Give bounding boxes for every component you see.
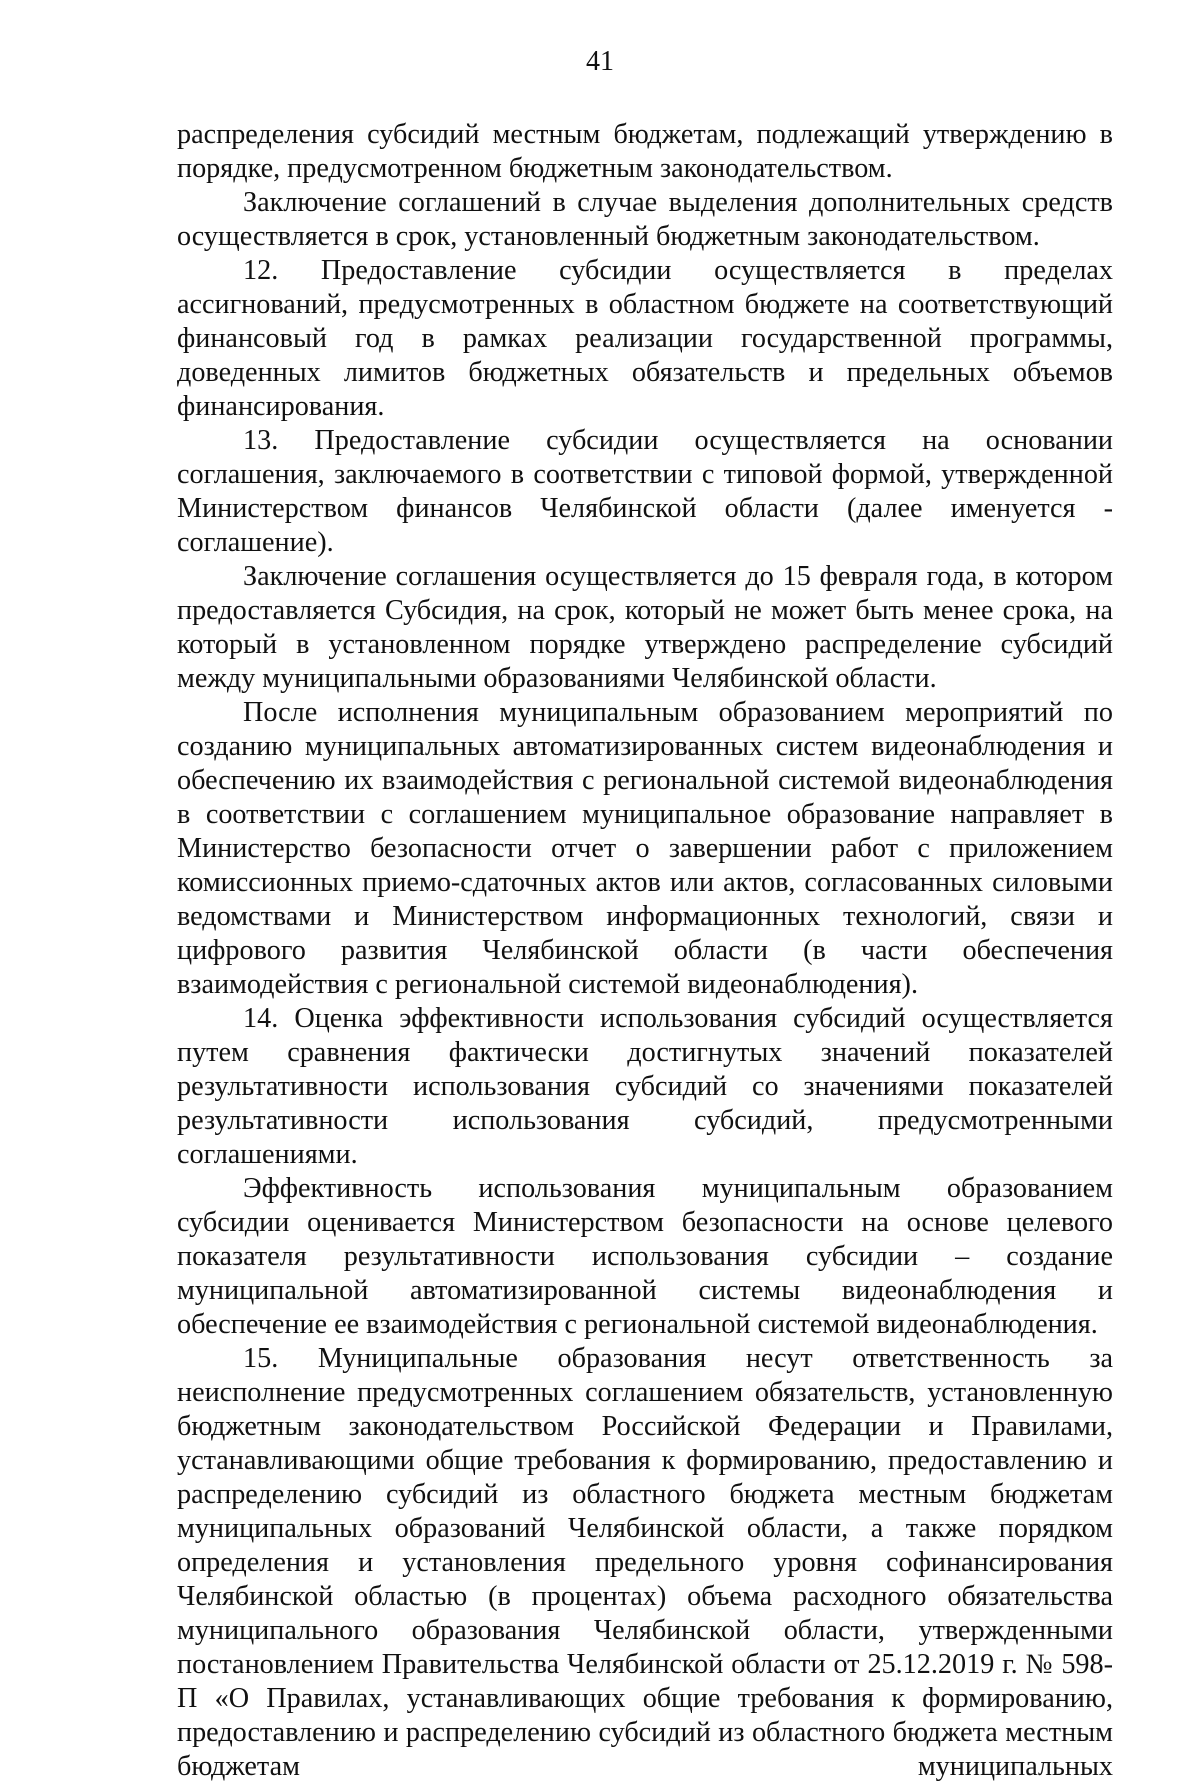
paragraph-section-15: 15. Муниципальные образования несут ответственность за неисполнение предусмотренных соглашением обязательств, установленную бюджетным законодательством Российской Федерации и Правилами, устанавливающими общие требования к формированию, предоставлению и распределению субсидий из областного бюджета местным бюджетам муниципальных образований Челябинской области, а также порядком определения и установления предельного уровня софинансирования Челябинской областью (в процентах) объема расходного обязательства муниципального образования Челябинской области, утвержденными постановлением Правительства Челябинской области от 25.12.2019 г. № 598-П «О Правилах, устанавливающих общие требования к формированию, предоставлению и распределению субсидий из областного бюджета местным бюджетам муниципальных — [177, 1343, 1113, 1782]
paragraph-section-12: 12. Предоставление субсидии осуществляется в пределах ассигнований, предусмотренных в областном бюджете на соответствующий финансовый год в рамках реализации государственной программы, доведенных лимитов бюджетных обязательств и предельных объемов финансирования. — [177, 255, 1113, 422]
document-body — [177, 118, 1113, 1784]
paragraph-section-13: 13. Предоставление субсидии осуществляется на основании соглашения, заключаемого в соответствии с типовой формой, утвержденной Министерством финансов Челябинской области (далее именуется - соглашение). — [177, 425, 1113, 558]
paragraph: распределения субсидий местным бюджетам, подлежащий утверждению в порядке, предусмотренном бюджетным законодательством. — [177, 119, 1113, 184]
paragraph: Заключение соглашения осуществляется до 15 февраля года, в котором предоставляется Субсидия, на срок, который не может быть менее срока, на который в установленном порядке утверждено распределение субсидий между муниципальными образованиями Челябинской области. — [177, 561, 1113, 694]
paragraph: Эффективность использования муниципальным образованием субсидии оценивается Министерством безопасности на основе целевого показателя результативности использования субсидии – создание муниципальной автоматизированной системы видеонаблюдения и обеспечение ее взаимодействия с региональной системой видеонаблюдения. — [177, 1173, 1113, 1340]
paragraph: Заключение соглашений в случае выделения дополнительных средств осуществляется в срок, установленный бюджетным законодательством. — [177, 187, 1113, 252]
page-number: 41 — [586, 46, 614, 77]
paragraph: После исполнения муниципальным образованием мероприятий по созданию муниципальных автоматизированных систем видеонаблюдения и обеспечению их взаимодействия с региональной системой видеонаблюдения в соответствии с соглашением муниципальное образование направляет в Министерство безопасности отчет о завершении работ с приложением комиссионных приемо-сдаточных актов или актов, согласованных силовыми ведомствами и Министерством информационных технологий, связи и цифрового развития Челябинской области (в части обеспечения взаимодействия с региональной системой видеонаблюдения). — [177, 697, 1113, 1000]
paragraph-section-14: 14. Оценка эффективности использования субсидий осуществляется путем сравнения фактически достигнутых значений показателей результативности использования субсидий со значениями показателей результативности использования субсидий, предусмотренными соглашениями. — [177, 1003, 1113, 1170]
